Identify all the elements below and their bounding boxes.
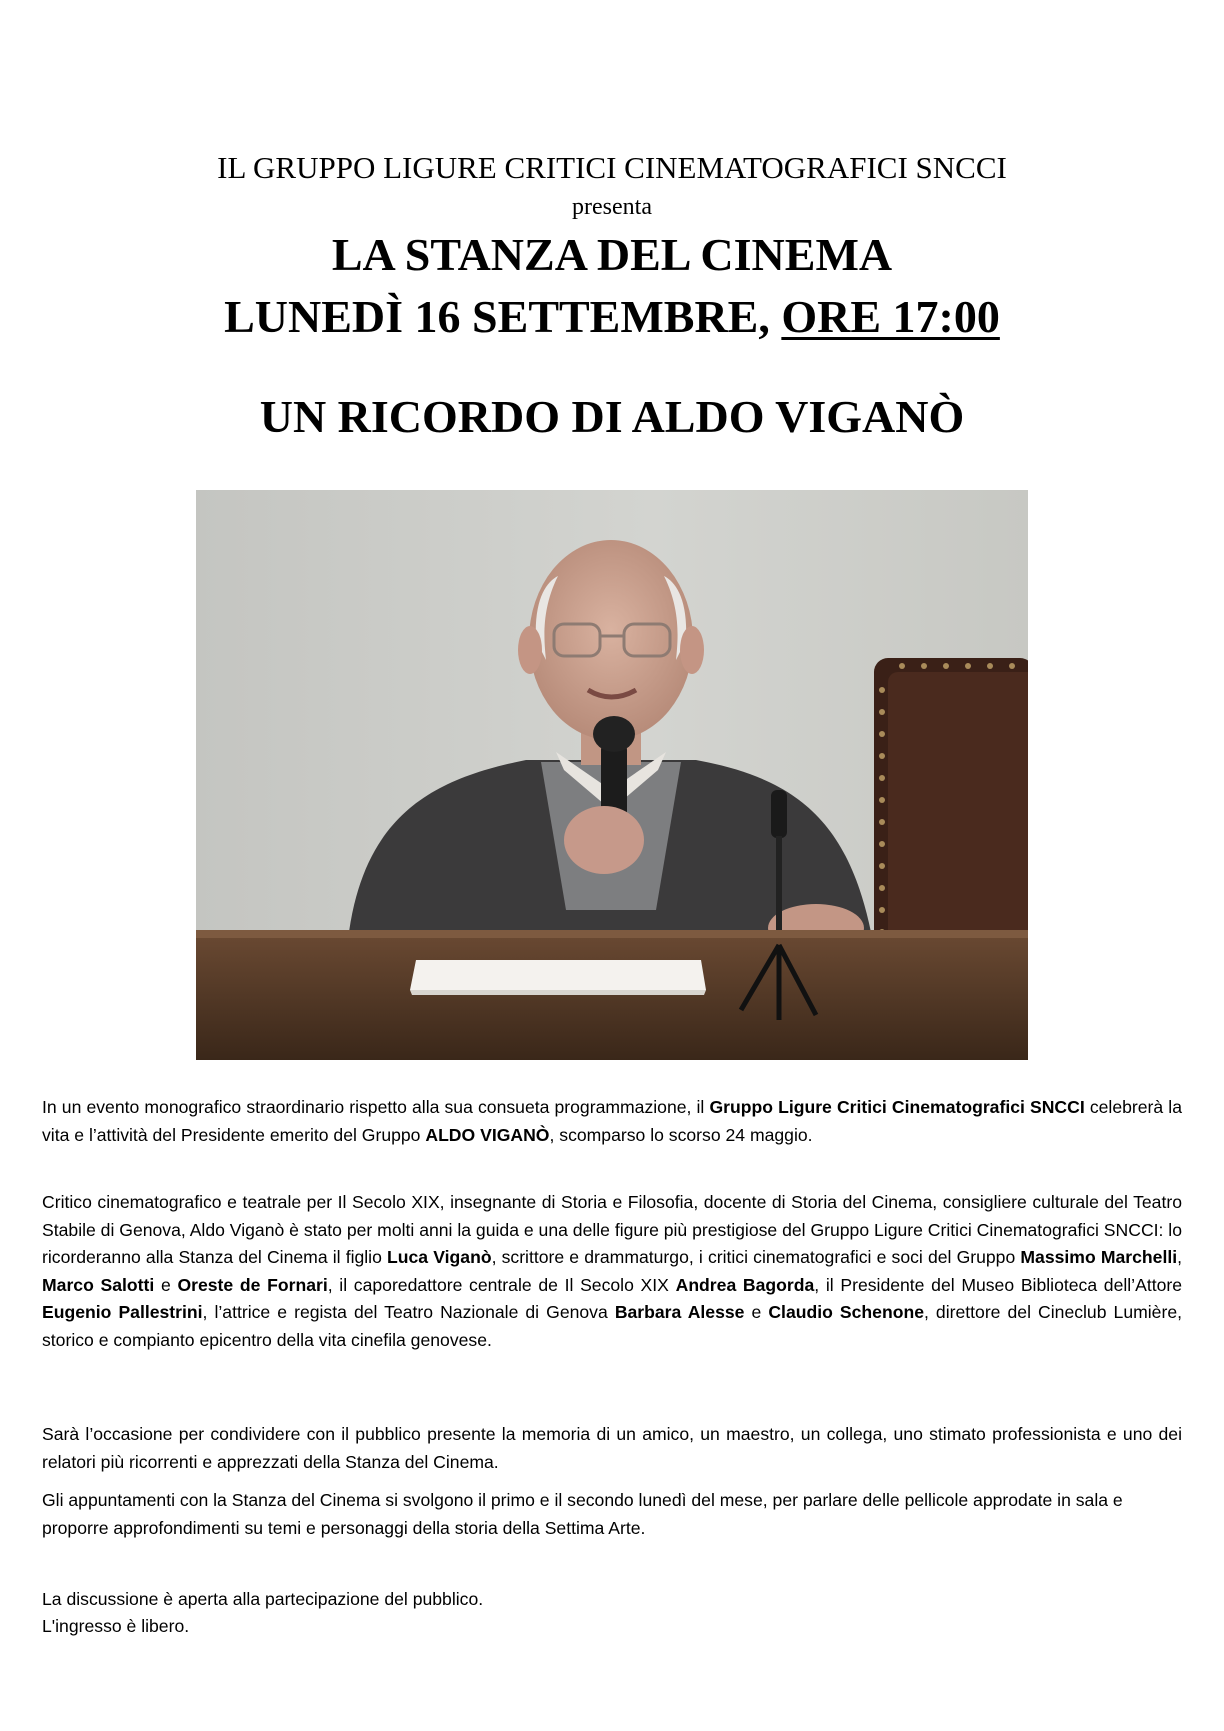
free-entry-note: L'ingresso è libero. xyxy=(42,1616,190,1636)
text-span: e xyxy=(154,1274,178,1295)
presenta-text: presenta xyxy=(572,194,652,220)
text-span: , scrittore e drammaturgo, i critici cinematografici e soci del Gruppo xyxy=(491,1247,1021,1267)
bold-speaker: Claudio Schenone xyxy=(768,1302,924,1322)
text-span: , l’attrice e regista del Teatro Nazionale di Genova xyxy=(202,1302,615,1322)
bold-honoree: ALDO VIGANÒ xyxy=(425,1124,550,1145)
paragraph-occasion: Sarà l’occasione per condividere con il pubblico presente la memoria di un amico, un maestro, un collega, uno stimato professionista e uno dei relatori più ricorrenti e apprezzati della Stanza del Cinema. xyxy=(42,1424,1182,1472)
event-photo xyxy=(196,490,1028,1060)
text-span: In un evento monografico straordinario rispetto alla sua consueta programmazione, il xyxy=(42,1097,710,1117)
organizer-heading: IL GRUPPO LIGURE CRITICI CINEMATOGRAFICI SNCCI xyxy=(217,150,1007,185)
event-date-day: LUNEDÌ 16 SETTEMBRE, xyxy=(224,291,782,342)
text-span: , il Presidente del Museo Biblioteca dell’Attore xyxy=(814,1274,1183,1295)
text-span: , direttore del Cineclub Lumière, storico e compianto epicentro della vita cinefila genovese. xyxy=(42,1302,1182,1350)
bold-speaker: Marco Salotti xyxy=(42,1274,155,1295)
text-span: Critico cinematografico e teatrale per Il Secolo XIX, insegnante di Storia e Filosofia, docente di Storia del Cinema, consigliere culturale del Teatro Stabile di Genova, Aldo Viganò è stato per molti anni la guida e una delle figure più prestigiose del Gruppo Ligure Critici Cinematografici SNCCI: lo ricorderanno alla Stanza del Cinema il figlio xyxy=(42,1192,1183,1267)
paragraph-schedule: Gli appuntamenti con la Stanza del Cinema si svolgono il primo e il secondo lunedì del mese, per parlare delle pellicole approdate in sala e proporre approfondimenti su temi e personaggi della storia della Settima Arte. xyxy=(42,1490,1123,1538)
paragraph-speakers xyxy=(42,1189,1182,1354)
bold-organizer: Gruppo Ligure Critici Cinematografici SNCCI xyxy=(709,1097,1085,1117)
discussion-note: La discussione è aperta alla partecipazione del pubblico. xyxy=(42,1589,484,1609)
bold-speaker: Massimo Marchelli xyxy=(1020,1247,1178,1267)
text-span: , il caporedattore centrale de Il Secolo XIX xyxy=(327,1274,676,1295)
event-date xyxy=(0,290,1224,344)
bold-speaker: Barbara Alesse xyxy=(614,1302,745,1322)
bold-speaker: Oreste de Fornari xyxy=(177,1274,328,1295)
event-time: ORE 17:00 xyxy=(781,291,1000,342)
paragraph-intro xyxy=(42,1094,1182,1149)
event-subject-title: UN RICORDO DI ALDO VIGANÒ xyxy=(259,391,965,442)
text-span: , scomparso lo scorso 24 maggio. xyxy=(549,1124,813,1145)
bold-speaker: Andrea Bagorda xyxy=(675,1274,815,1295)
text-span: , xyxy=(1177,1247,1182,1267)
text-span: celebrerà la vita e l’attività del Presidente emerito del Gruppo xyxy=(42,1097,1182,1145)
bold-speaker: Eugenio Pallestrini xyxy=(42,1302,203,1322)
event-series-title: LA STANZA DEL CINEMA xyxy=(331,229,893,280)
bold-speaker: Luca Viganò xyxy=(387,1247,492,1267)
text-span: e xyxy=(744,1302,769,1322)
